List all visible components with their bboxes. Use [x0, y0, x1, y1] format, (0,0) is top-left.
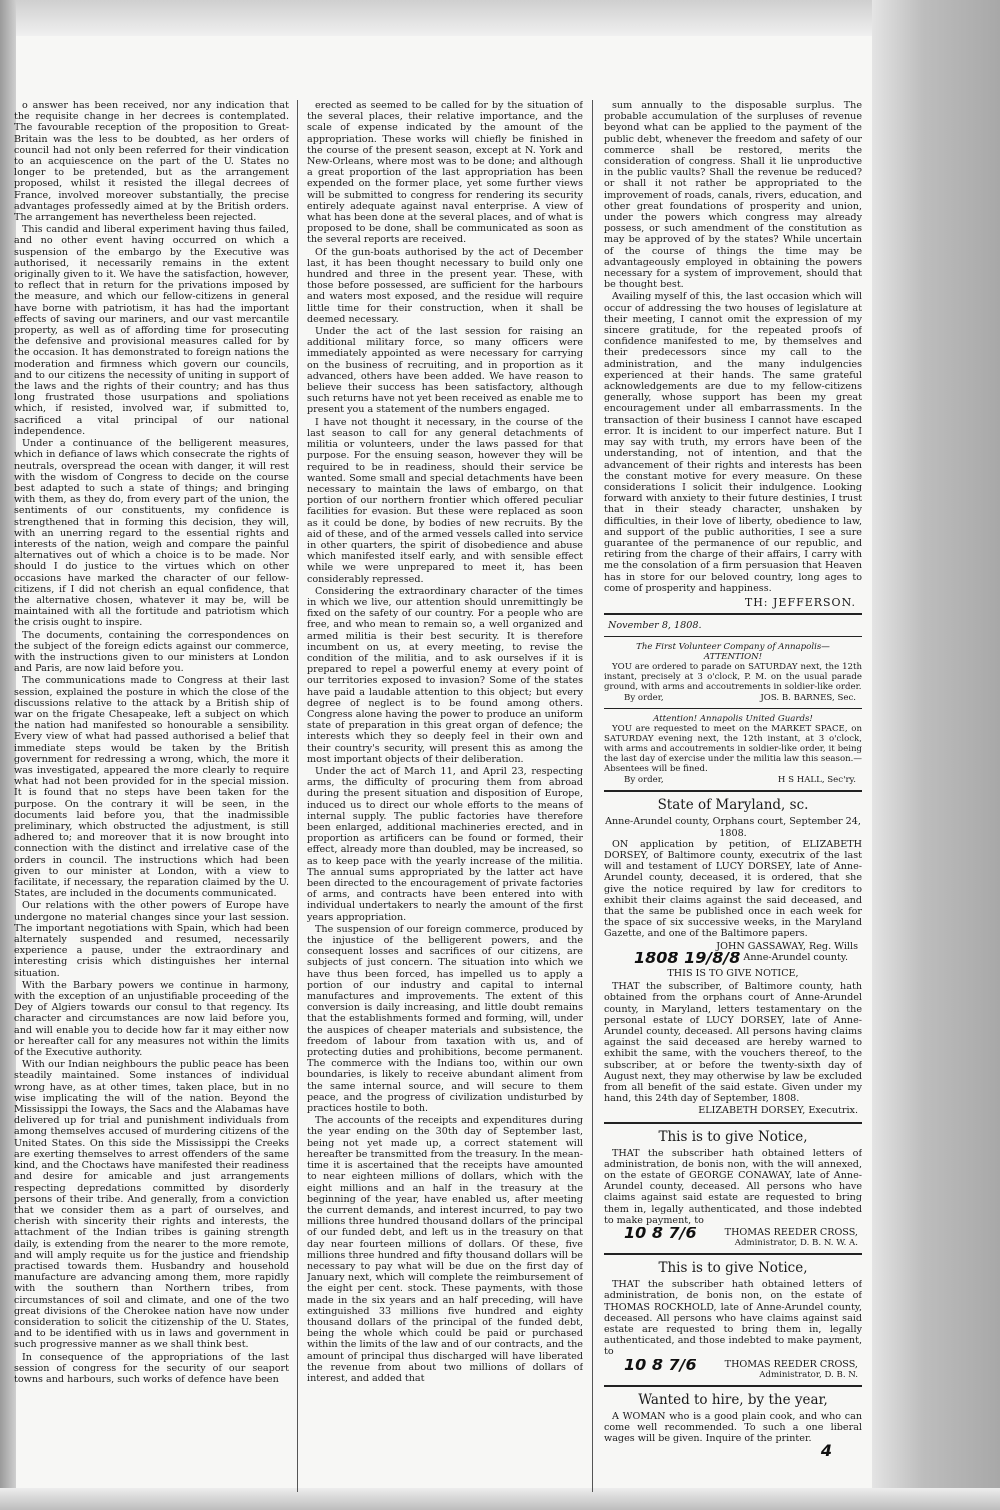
- wanted-to-hire-ad: [604, 1391, 862, 1461]
- notice-heading: State of Maryland, sc.: [657, 797, 809, 814]
- notice-title: Attention! Annapolis United Guards!: [653, 714, 813, 725]
- ad-title: Wanted to hire, by the year,: [638, 1391, 828, 1408]
- notice-body: YOU are requested to meet on the MARKET SPACE, on SATURDAY evening next, the 12th instant, at 3 o'clock, with arms and accoutrements in soldier-like order, it being the last day of exercise under the militia law this season.— Absentees will be fined.: [604, 724, 862, 775]
- column-1: [14, 100, 289, 1492]
- by-order: By order,: [624, 775, 664, 786]
- handwritten-date: 10 8 7/6: [624, 1358, 697, 1374]
- notice-signer: THOMAS REEDER CROSS,: [724, 1227, 858, 1239]
- column-rule: [592, 100, 593, 1492]
- signer-row: [604, 1227, 862, 1248]
- paragraph: The communications made to Congress at their last session, explained the posture in which the close of the discussions relative to the attack by a British ship of war on the frigate Chesapeake, left a subject on which the nation had manifested so honourable a sensibility. Every view of what had passed authorised a belief that immediate steps would be taken by the British government for redressing a wrong, which, the more it was investigated, appeared the more clearly to require what had not been provided for in the special mission. It is found that no steps have been taken for the purpose. On the contrary it will be seen, in the documents laid before you, that the inadmissible preliminary, which obstructed the adjustment, is still adhered to; and moreover that it is now brought into connection with the distinct and irrelative case of the orders in council. The instructions which had been given to our minister at London, with a view to facilitate, if necessary, the reparation claimed by the U. States, are included in the documents communicated.: [14, 675, 289, 900]
- divider: [604, 708, 862, 709]
- state-of-maryland-notice: [604, 797, 862, 966]
- notice-signoff: [604, 693, 862, 703]
- notice-body: THAT the subscriber hath obtained letters of administration, de bonis non, on the estate of THOMAS ROCKHOLD, late of Anne-Arundel county, deceased. All persons who have claims against said estate are requested to bring them in, legally authenticated, and those indebted to make payment, to: [604, 1279, 862, 1358]
- notice-body: YOU are ordered to parade on SATURDAY next, the 12th instant, precisely at 3 o'clock, P. M. on the usual parade ground, with arms and accoutrements in soldier-like order.: [604, 662, 862, 693]
- notice-signer: THOMAS REEDER CROSS,: [724, 1358, 858, 1370]
- paragraph: Under a continuance of the belligerent measures, which in defiance of laws which consecrate the rights of neutrals, overspread the ocean with danger, it will rest with the wisdom of Congress to decide on the course best adapted to such a state of things; and bringing with them, as they do, from every part of the union, the sentiments of our constituents, my confidence is strengthened that in forming this decision, they will, with an unerring regard to the essential rights and interests of the nation, weigh and compare the painful alternatives out of which a choice is to be made. Nor should I do justice to the virtues which on other occasions have marked the character of our fellow-citizens, if I did not cherish an equal confidence, that the alternative chosen, whatever it may be, will be maintained with all the fortitude and patriotism which the crisis ought to inspire.: [14, 438, 289, 629]
- court-line: Anne-Arundel county, Orphans court, September 24, 1808.: [605, 816, 861, 839]
- notice-signer: JOS. B. BARNES, Sec.: [760, 693, 856, 704]
- paragraph: sum annually to the disposable surplus. The probable accumulation of the surpluses of revenue beyond what can be applied to the payment of the public debt, whenever the freedom and safety of our commerce shall be restored, merits the consideration of congress. Shall it lie unproductive in the public vaults? Shall the revenue be reduced? or shall it not rather be appropriated to the improvement of roads, canals, rivers, education, and other great foundations of prosperity and union, under the powers which congress may already possess, or such amendment of the constitution as may be approved of by the states? While uncertain of the course of things the time may be advantageously employed in obtaining the powers necessary for a system of improvement, should that be thought best.: [604, 100, 862, 291]
- paragraph: In consequence of the appropriations of the last session of congress for the security of our seaport towns and harbours, such works of defence have been: [14, 1351, 289, 1385]
- divider: [604, 790, 862, 792]
- volunteer-company-notice: [604, 642, 862, 703]
- paragraph: With the Barbary powers we continue in harmony, with the exception of an unjustifiable proceeding of the Dey of Algiers towards our consul to that regency. Its character and circumstances are now laid before you, and will enable you to decide how far it may either now or hereafter call for any measures not within the limits of the Executive authority.: [14, 979, 289, 1059]
- signer-title: Administrator, D. B. N.: [759, 1369, 858, 1380]
- paragraph: Under the act of the last session for raising an additional military force, so many officers were immediately appointed as were necessary for carrying on the business of recruiting, and in proportion as it advanced, others have been added. We have reason to believe their success has been satisfactory, although such returns have not yet been received as enable me to present you a statement of the numbers engaged.: [307, 326, 583, 416]
- give-notice-dorsey: [604, 968, 862, 1117]
- paragraph: I have not thought it necessary, in the course of the last season to call for any general detachments of militia or volunteers, under the laws passed for that purpose. For the ensuing season, however they will be required to be in readiness, should their service be wanted. Some small and special detachments have been necessary to maintain the laws of embargo, on that portion of our northern frontier which offered peculiar facilities for evasion. But these were replaced as soon as it could be done, by bodies of new recruits. By the aid of these, and of the armed vessels called into service in other quarters, the spirit of disobedience and abuse which manifested itself early, and with sensible effect while we were unprepared to meet it, has been considerably repressed.: [307, 416, 583, 585]
- notice-title: This is to give Notice,: [658, 1260, 808, 1277]
- message-date: November 8, 1808.: [608, 620, 702, 632]
- notice-body: THAT the subscriber hath obtained letters of administration, de bonis non, with the will annexed, on the estate of GEORGE CONAWAY, late of Anne-Arundel county, deceased. All persons who have claims against said estate are requested to bring them in, legally authenticated, and those indebted to make payment, to: [604, 1147, 862, 1226]
- notice-signer: H S HALL, Sec'ry.: [777, 775, 856, 786]
- notice-body: THAT the subscriber, of Baltimore county, hath obtained from the orphans court of Anne-Arundel county, in Maryland, letters testamentary on the personal estate of LUCY DORSEY, late of Anne-Arundel county, deceased. All persons having claims against the said deceased are hereby warned to exhibit the same, with the vouchers thereof, to the subscriber, at or before the twenty-sixth day of August next, they may otherwise by law be excluded from all benefit of the said estate. Given under my hand, this 24th day of September, 1808.: [604, 981, 862, 1105]
- notice-body: ON application by petition, of ELIZABETH DORSEY, of Baltimore county, executrix of the last will and testament of LUCY DORSEY, late of Anne-Arundel county, deceased, it is ordered, that she give the notice required by law for creditors to exhibit their claims against the said deceased, and that the same be published once in each week for the space of six successive weeks, in the Maryland Gazette, and one of the Baltimore papers.: [604, 838, 862, 940]
- notice-signoff: [604, 775, 862, 785]
- divider: [604, 1385, 862, 1387]
- rockhold-estate-notice: [604, 1260, 862, 1380]
- paragraph: o answer has been received, nor any indication that the requisite change in her decrees is contemplated. The favourable reception of the proposition to Great-Britain was the less to be doubted, as her orders of council had not only been referred for their vindication to an acquiescence on the part of the U. States no longer to be pretended, but as the arrangement proposed, whilst it resisted the illegal decrees of France, involved moreover substantially, the precise advantages professedly aimed at by the British orders. The arrangement has nevertheless been rejected.: [14, 100, 289, 224]
- paragraph: The accounts of the receipts and expenditures during the year ending on the 30th day of September last, being not yet made up, a correct statement will hereafter be transmitted from the treasury. In the mean-time it is ascertained that the receipts have amounted to near eighteen millions of dollars, which with the eight millions and an half in the treasury at the beginning of the year, have enabled us, after meeting the current demands, and interest incurred, to pay two millions three hundred thousand dollars of the principal of our funded debt, and left us in the treasury on that day near fourteen millions of dollars. Of these, five millions three hundred and fifty thousand dollars will be necessary to pay what will be due on the first day of January next, which will complete the reimbursement of the eight per cent. stock. These payments, with those made in the six years and an half preceding, will have extinguished 33 millions five hundred and eighty thousand dollars of the principal of the funded debt, being the whole which could be paid or purchased within the limits of the law and of our contracts, and the amount of principal thus discharged will have liberated the revenue from about two millions of dollars of interest, and added that: [307, 1115, 583, 1384]
- column-2: [307, 100, 583, 1492]
- scan-right-margin: [872, 0, 1000, 1510]
- paragraph: Under the act of March 11, and April 23, respecting arms, the difficulty of procuring them from abroad during the present situation and disposition of Europe, induced us to direct our whole efforts to the means of internal supply. The public factories have therefore been enlarged, additional machineries erected, and in proportion as artificers can be found or formed, their effect, already more than doubled, may be increased, so as to keep pace with the yearly increase of the militia. The annual sums appropriated by the latter act have been directed to the encouragement of private factories of arms, and contracts have been entered into with individual undertakers to nearly the amount of the first years appropriation.: [307, 765, 583, 923]
- paragraph: With our Indian neighbours the public peace has been steadily maintained. Some instances of individual wrong have, as at other times, taken place, but in no wise implicating the will of the nation. Beyond the Mississippi the Ioways, the Sacs and the Alabamas have delivered up for trial and punishment individuals from among themselves accused of murdering citizens of the United States. On this side the Mississippi the Creeks are exerting themselves to arrest offenders of the same kind, and the Choctaws have manifested their readiness and desire for amicable and just arrangements respecting depredations committed by disorderly persons of their tribe. And generally, from a conviction that we consider them as a part of ourselves, and cherish with sincerity their rights and interests, the attachment of the Indian tribes is gaining strength daily, is extending from the nearer to the more remote, and will amply requite us for the justice and friendship practised towards them. Husbandry and household manufacture are advancing among them, more rapidly with the southern than Northern tribes, from circumstances of soil and climate, and one of the two great divisions of the Cherokee nation have now under consideration to solicit the citizenship of the U. States, and to be identified with us in laws and government in such progressive manner as we shall think best.: [14, 1059, 289, 1351]
- signer-row: [604, 1359, 862, 1380]
- divider: [604, 613, 862, 615]
- handwritten-row: [604, 952, 862, 966]
- column-3: [604, 100, 862, 1492]
- paragraph: This candid and liberal experiment having thus failed, and no other event having occurred on which a suspension of the embargo by the Executive was authorised, it necessarily remains in the extent originally given to it. We have the satisfaction, however, to reflect that in return for the privations imposed by the measure, and which our fellow-citizens in general have borne with patriotism, it has had the important effects of saving our mariners, and our vast mercantile property, as well as of affording time for prosecuting the defensive and provisional measures called for by the occasion. It has demonstrated to foreign nations the moderation and firmness which govern our councils, and to our citizens the necessity of uniting in support of the laws and the rights of their country; and has thus long frustrated those usurpations and spoliations which, if resisted, involved war, if submitted to, sacrificed a vital principal of our national independence.: [14, 224, 289, 437]
- signer-county: Anne-Arundel county.: [743, 951, 848, 963]
- paragraph: The documents, containing the correspondences on the subject of the foreign edicts against our commerce, with the instructions given to our ministers at London and Paris, are now laid before you.: [14, 629, 289, 675]
- notice-title: This is to give Notice,: [658, 1128, 808, 1145]
- paragraph: Considering the extraordinary character of the times in which we live, our attention should unremittingly be fixed on the safety of our country. For a people who are free, and who mean to remain so, a well organized and armed militia is their best security. It is therefore incumbent on us, at every meeting, to revise the condition of the militia, and to ask ourselves if it is prepared to repel a powerful enemy at every point of our territories exposed to invasion? Some of the states have paid a laudable attention to this object; but every degree of neglect is to be found among others. Congress alone having the power to produce an uniform state of preparation in this great organ of defence; the interests which they so deeply feel in their own and their country's security, will present this as among the most important objects of their deliberation.: [307, 585, 583, 765]
- divider: [604, 1122, 862, 1124]
- scan-top-margin: [0, 0, 1000, 36]
- notice-title: THIS IS TO GIVE NOTICE,: [667, 967, 799, 979]
- ad-body: A WOMAN who is a good plain cook, and who can come well recommended. To such a one liberal wages will be given. Inquire of the printer.: [604, 1410, 862, 1445]
- newspaper-page: [14, 100, 864, 1492]
- divider: [604, 1253, 862, 1255]
- paragraph: Our relations with the other powers of Europe have undergone no material changes since your last session. The important negotiations with Spain, which had been alternately suspended and resumed, necessarily experience a pause, under the extraordinary and interesting crisis which distinguishes her internal situation.: [14, 900, 289, 979]
- signer-title: Administrator, D. B. N. W. A.: [734, 1238, 858, 1249]
- conaway-estate-notice: [604, 1129, 862, 1249]
- paragraph: Availing myself of this, the last occasion which will occur of addressing the two houses of legislature at their meeting, I cannot omit the expression of my sincere gratitude, for the repeated proofs of confidence manifested to me, by themselves and their predecessors since my call to the administration, and the many indulgencies experienced at their hands. The same grateful acknowledgements are due to my fellow-citizens generally, whose support has been my great encouragement under all embarrassments. In the transaction of their business I cannot have escaped error. It is incident to our imperfect nature. But I may say with truth, my errors have been of the understanding, not of intention, and that the advancement of their rights and interests has been the constant motive for every measure. On these considerations I solicit their indulgence. Looking forward with anxiety to their future destinies, I trust that in their steady character, unshaken by difficulties, in their love of liberty, obedience to law, and support of the public authorities, I see a sure guarantee of the permanence of our republic, and retiring from the charge of their affairs, I carry with me the consolation of a firm persuasion that Heaven has in store for our beloved country, long ages to come of prosperity and happiness.: [604, 291, 862, 594]
- handwritten-date: 1808 19/8/8: [634, 951, 741, 966]
- notice-signer: JOHN GASSAWAY, Reg. Wills: [716, 940, 858, 952]
- column-rule: [297, 100, 298, 1492]
- notice-title: The First Volunteer Company of Annapolis—: [636, 642, 830, 653]
- page-number: 4: [820, 1441, 832, 1461]
- president-signature: TH: JEFFERSON.: [744, 595, 856, 609]
- united-guards-notice: [604, 714, 862, 785]
- paragraph: erected as seemed to be called for by the situation of the several places, their relative importance, and the scale of expense indicated by the amount of the appropriation. These works will chiefly be finished in the course of the present season, except at N. York and New-Orleans, where most was to be done; and although a great proportion of the last appropriation has been expended on the former place, yet some further views will be submitted to congress for rendering its security entirely adequate against naval enterprise. A view of what has been done at the several places, and of what is proposed to be done, shall be communicated as soon as the several reports are received.: [307, 100, 583, 246]
- divider: [604, 636, 862, 637]
- paragraph: The suspension of our foreign commerce, produced by the injustice of the belligerent powers, and the consequent losses and sacrifices of our citizens, are subjects of just concern. The situation into which we have thus been forced, has impelled us to apply a portion of our industry and capital to internal manufactures and improvements. The extent of this conversion is daily increasing, and little doubt remains that the establishments formed and forming, will, under the auspices of cheaper materials and subsistence, the freedom of labour from taxation with us, and of protecting duties and prohibitions, become permanent. The commerce with the Indians too, within our own boundaries, is likely to receive abundant aliment from the same internal source, and will secure to them peace, and the progress of civilization undisturbed by practices hostile to both.: [307, 923, 583, 1115]
- paragraph: Of the gun-boats authorised by the act of December last, it has been thought necessary to build only one hundred and three in the present year. These, with those before possessed, are sufficient for the harbours and waters most exposed, and the residue will require little time for their construction, when it shall be deemed necessary.: [307, 246, 583, 325]
- notice-signer: ELIZABETH DORSEY, Executrix.: [698, 1105, 858, 1117]
- notice-subtitle: ATTENTION!: [703, 652, 763, 663]
- handwritten-date: 10 8 7/6: [624, 1227, 697, 1243]
- by-order: By order,: [624, 693, 664, 704]
